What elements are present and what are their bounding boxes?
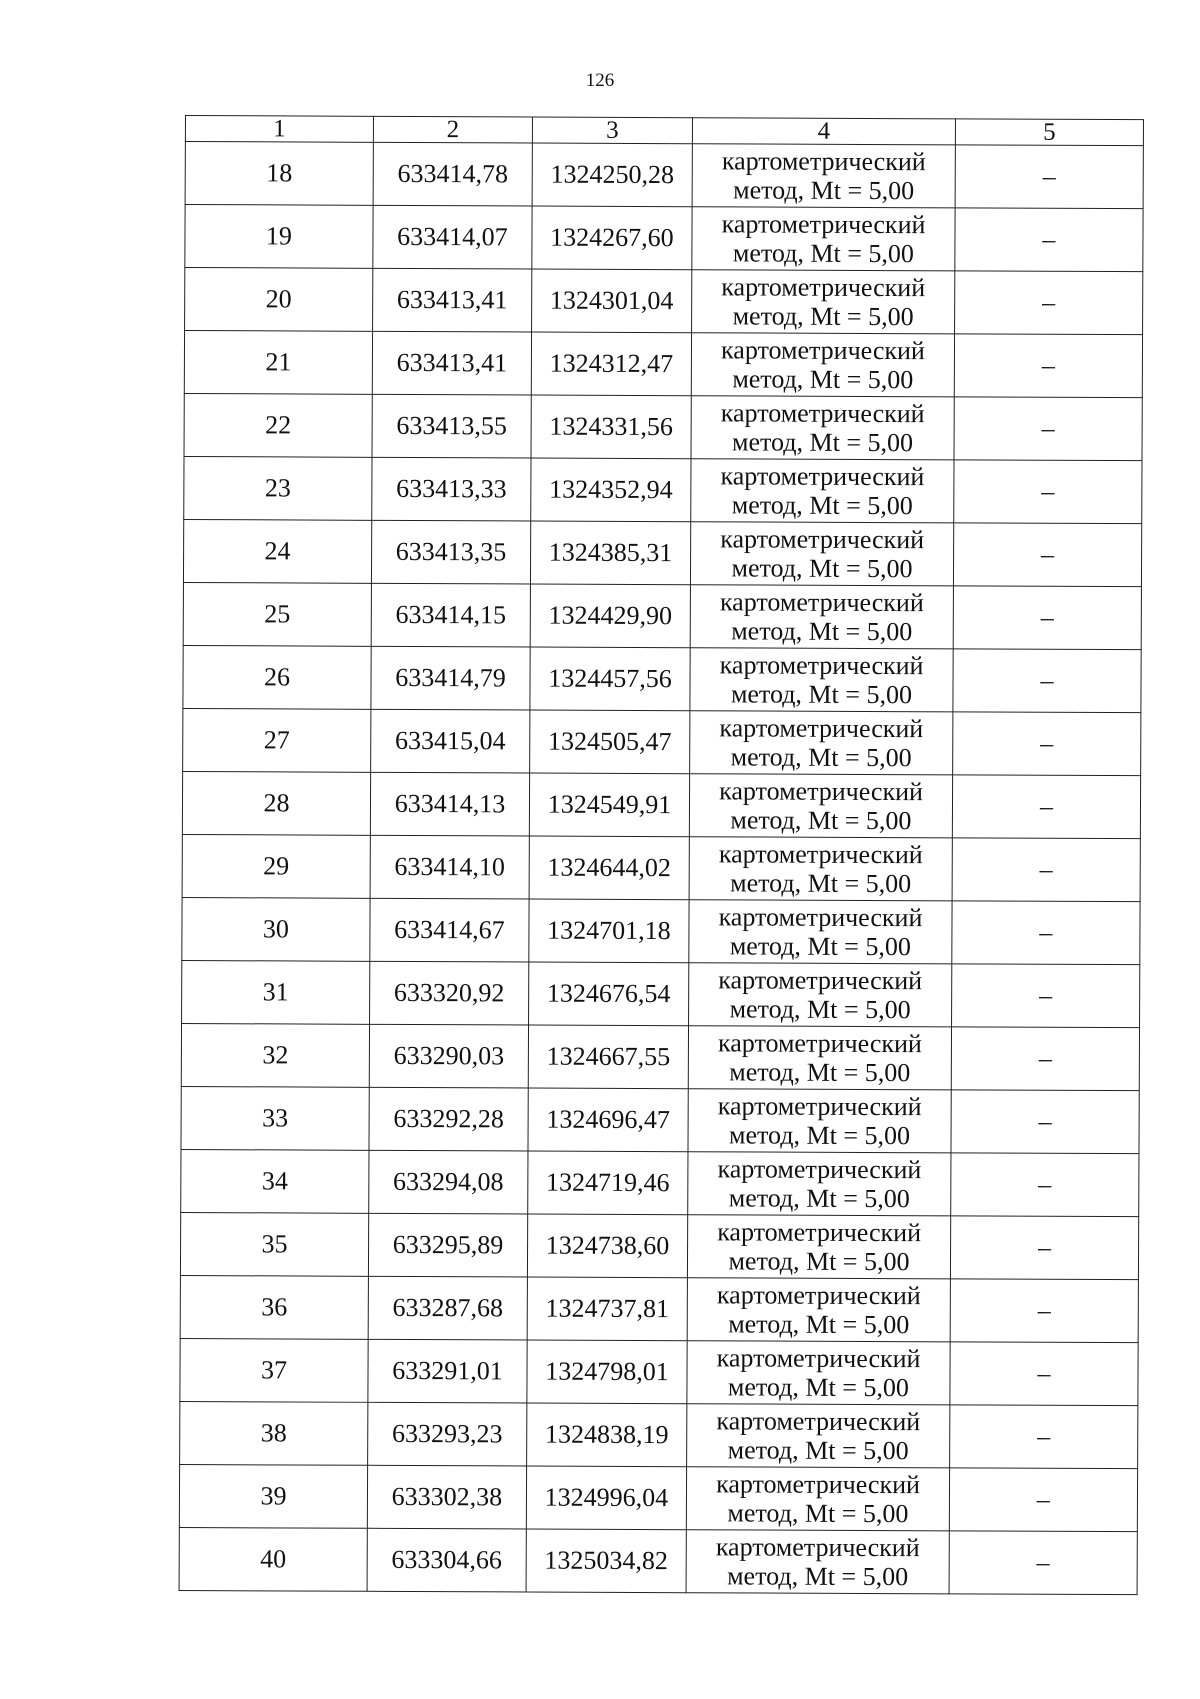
method-cell [689,774,952,838]
point-number-cell: 37 [180,1338,368,1402]
page-number: 126 [585,70,615,91]
header-col-2: 2 [373,116,532,143]
y-coordinate-cell: 1324798,01 [527,1340,687,1404]
method-line-2: метод, Mt = 5,00 [727,1498,909,1529]
table-row [182,897,1140,964]
method-line-1: картометрический [717,1091,922,1122]
method-line-1: картометрический [718,902,923,933]
method-line-1: картометрический [715,1532,920,1563]
point-number-cell: 38 [180,1401,368,1465]
header-col-1: 1 [185,116,373,143]
y-coordinate-cell: 1324676,54 [529,962,689,1026]
method-line-1: картометрический [721,209,926,240]
method-line-2: метод, Mt = 5,00 [731,616,913,647]
point-number-cell: 31 [182,960,370,1024]
method-cell [687,1215,950,1279]
x-coordinate-cell: 633291,01 [368,1339,527,1403]
column-5-cell: – [953,649,1141,713]
y-coordinate-cell: 1324667,55 [528,1025,688,1089]
method-cell [691,459,954,523]
table-row [185,142,1143,209]
column-5-cell: – [952,838,1140,902]
point-number-cell: 23 [184,456,372,520]
column-5-cell: – [954,334,1142,398]
table-row [182,834,1140,901]
point-number-cell: 36 [180,1275,368,1339]
y-coordinate-cell: 1324644,02 [529,836,689,900]
column-5-cell: – [954,397,1142,461]
method-line-1: картометрический [717,1217,922,1248]
x-coordinate-cell: 633413,41 [372,331,531,395]
method-cell [688,1026,951,1090]
point-number-cell: 19 [185,205,373,269]
header-col-5: 5 [955,119,1143,146]
column-5-cell: – [950,1216,1138,1280]
x-coordinate-cell: 633414,15 [371,583,530,647]
method-line-2: метод, Mt = 5,00 [731,553,913,584]
method-line-2: метод, Mt = 5,00 [728,1309,910,1340]
method-cell [688,1089,951,1153]
method-line-2: метод, Mt = 5,00 [732,301,914,332]
column-5-cell: – [953,586,1141,650]
method-cell [691,396,954,460]
method-cell [692,270,955,334]
point-number-cell: 40 [179,1527,367,1591]
table-row [181,1149,1139,1216]
column-5-cell: – [955,145,1143,209]
column-5-cell: – [953,523,1141,587]
method-line-2: метод, Mt = 5,00 [732,364,914,395]
x-coordinate-cell: 633294,08 [369,1150,528,1214]
table-row [184,393,1142,460]
point-number-cell: 22 [184,393,372,457]
column-5-cell: – [955,271,1143,335]
y-coordinate-cell: 1324738,60 [527,1214,687,1278]
x-coordinate-cell: 633320,92 [370,961,529,1025]
y-coordinate-cell: 1324312,47 [531,332,691,396]
column-5-cell: – [951,1153,1139,1217]
x-coordinate-cell: 633414,67 [370,898,529,962]
table-row [182,771,1140,838]
table-row [183,519,1141,586]
table-body [179,142,1143,1595]
method-line-1: картометрический [718,965,923,996]
method-line-2: метод, Mt = 5,00 [731,490,913,521]
point-number-cell: 34 [181,1149,369,1213]
y-coordinate-cell: 1324719,46 [528,1151,688,1215]
column-5-cell: – [950,1279,1138,1343]
point-number-cell: 33 [181,1086,369,1150]
x-coordinate-cell: 633302,38 [367,1465,526,1529]
column-5-cell: – [950,1405,1138,1469]
method-cell [686,1530,949,1594]
y-coordinate-cell: 1324701,18 [529,899,689,963]
table-row [179,1527,1137,1594]
method-cell [690,522,953,586]
method-cell [690,585,953,649]
x-coordinate-cell: 633304,66 [367,1528,526,1592]
method-line-1: картометрический [716,1406,921,1437]
method-line-1: картометрический [719,650,924,681]
method-line-1: картометрический [716,1469,920,1500]
method-line-2: метод, Mt = 5,00 [728,1246,910,1277]
x-coordinate-cell: 633413,33 [372,457,531,521]
x-coordinate-cell: 633413,35 [371,520,530,584]
y-coordinate-cell: 1324301,04 [532,269,692,333]
method-line-1: картометрический [721,335,925,366]
table-row [180,1275,1138,1342]
method-line-1: картометрический [721,146,926,177]
y-coordinate-cell: 1324352,94 [531,458,691,522]
y-coordinate-cell: 1324838,19 [527,1403,687,1467]
method-line-2: метод, Mt = 5,00 [729,1057,911,1088]
header-col-4: 4 [692,118,955,145]
method-line-2: метод, Mt = 5,00 [730,679,913,710]
x-coordinate-cell: 633290,03 [369,1024,528,1088]
table-row [184,331,1142,398]
x-coordinate-cell: 633414,13 [370,772,529,836]
table-row [183,582,1141,649]
table-row [180,1401,1138,1468]
y-coordinate-cell: 1324429,90 [530,584,690,648]
y-coordinate-cell: 1324505,47 [530,710,690,774]
point-number-cell: 28 [182,771,370,835]
column-5-cell: – [952,964,1140,1028]
table-row [180,1212,1138,1279]
method-line-1: картометрический [720,398,925,429]
method-line-1: картометрический [720,461,925,492]
method-line-1: картометрический [721,272,926,303]
method-cell [690,648,953,712]
column-5-cell: – [950,1342,1138,1406]
y-coordinate-cell: 1325034,82 [526,1529,686,1593]
method-cell [686,1467,949,1531]
method-cell [687,1341,950,1405]
method-line-2: метод, Mt = 5,00 [733,175,915,206]
point-number-cell: 32 [181,1023,369,1087]
method-cell [692,144,955,208]
method-line-2: метод, Mt = 5,00 [729,931,911,962]
x-coordinate-cell: 633415,04 [371,709,530,773]
x-coordinate-cell: 633413,41 [373,268,532,332]
method-line-1: картометрический [719,587,924,618]
table-row [184,456,1142,523]
point-number-cell: 35 [180,1212,368,1276]
method-line-1: картометрический [719,713,924,744]
x-coordinate-cell: 633414,79 [371,646,530,710]
table-row [179,1464,1137,1531]
column-5-cell: – [951,1027,1139,1091]
method-cell [687,1404,950,1468]
column-5-cell: – [952,901,1140,965]
table-row [185,268,1143,335]
column-5-cell: – [954,460,1142,524]
method-line-1: картометрический [716,1280,921,1311]
point-number-cell: 29 [182,834,370,898]
method-cell [689,963,952,1027]
method-cell [692,207,955,271]
method-line-2: метод, Mt = 5,00 [727,1561,909,1592]
method-line-2: метод, Mt = 5,00 [732,238,914,269]
y-coordinate-cell: 1324250,28 [532,143,692,207]
point-number-cell: 25 [183,582,371,646]
column-5-cell: – [952,775,1140,839]
method-cell [688,1152,951,1216]
method-line-2: метод, Mt = 5,00 [730,742,912,773]
x-coordinate-cell: 633293,23 [368,1402,527,1466]
method-line-1: картометрический [719,776,924,807]
y-coordinate-cell: 1324331,56 [531,395,691,459]
method-line-2: метод, Mt = 5,00 [728,1183,910,1214]
x-coordinate-cell: 633414,78 [373,142,532,206]
method-cell [689,837,952,901]
method-line-1: картометрический [716,1343,921,1374]
point-number-cell: 27 [183,708,371,772]
column-5-cell: – [953,712,1141,776]
method-cell [691,333,954,397]
column-5-cell: – [955,208,1143,272]
y-coordinate-cell: 1324737,81 [527,1277,687,1341]
point-number-cell: 24 [183,519,371,583]
table-row [183,645,1141,712]
x-coordinate-cell: 633414,07 [373,205,532,269]
method-line-2: метод, Mt = 5,00 [730,805,912,836]
y-coordinate-cell: 1324385,31 [530,521,690,585]
x-coordinate-cell: 633413,55 [372,394,531,458]
point-number-cell: 21 [184,331,372,395]
x-coordinate-cell: 633295,89 [368,1213,527,1277]
point-number-cell: 30 [182,897,370,961]
method-cell [689,900,952,964]
method-line-2: метод, Mt = 5,00 [727,1372,910,1403]
x-coordinate-cell: 633292,28 [369,1087,528,1151]
table-row [183,708,1141,775]
method-line-2: метод, Mt = 5,00 [729,994,911,1025]
column-5-cell: – [949,1468,1137,1532]
column-5-cell: – [951,1090,1139,1154]
method-line-2: метод, Mt = 5,00 [728,1120,911,1151]
x-coordinate-cell: 633287,68 [368,1276,527,1340]
x-coordinate-cell: 633414,10 [370,835,529,899]
y-coordinate-cell: 1324457,56 [530,647,690,711]
table-row [180,1338,1138,1405]
point-number-cell: 26 [183,645,371,709]
method-line-1: картометрический [717,1028,922,1059]
coordinates-table [179,115,1144,1595]
method-line-1: картометрический [718,839,923,870]
table-row [185,205,1143,272]
method-line-2: метод, Mt = 5,00 [732,427,914,458]
column-5-cell: – [949,1531,1137,1595]
y-coordinate-cell: 1324267,60 [532,206,692,270]
method-cell [687,1278,950,1342]
header-col-3: 3 [532,117,692,144]
y-coordinate-cell: 1324549,91 [529,773,689,837]
y-coordinate-cell: 1324996,04 [526,1466,686,1530]
method-line-2: метод, Mt = 5,00 [727,1435,909,1466]
method-line-1: картометрический [717,1154,922,1185]
table-row [182,960,1140,1027]
table-row [181,1086,1139,1153]
point-number-cell: 39 [179,1464,367,1528]
point-number-cell: 20 [185,268,373,332]
method-line-2: метод, Mt = 5,00 [730,868,912,899]
y-coordinate-cell: 1324696,47 [528,1088,688,1152]
table-row [181,1023,1139,1090]
method-cell [690,711,953,775]
method-line-1: картометрический [720,524,925,555]
point-number-cell: 18 [185,142,373,206]
